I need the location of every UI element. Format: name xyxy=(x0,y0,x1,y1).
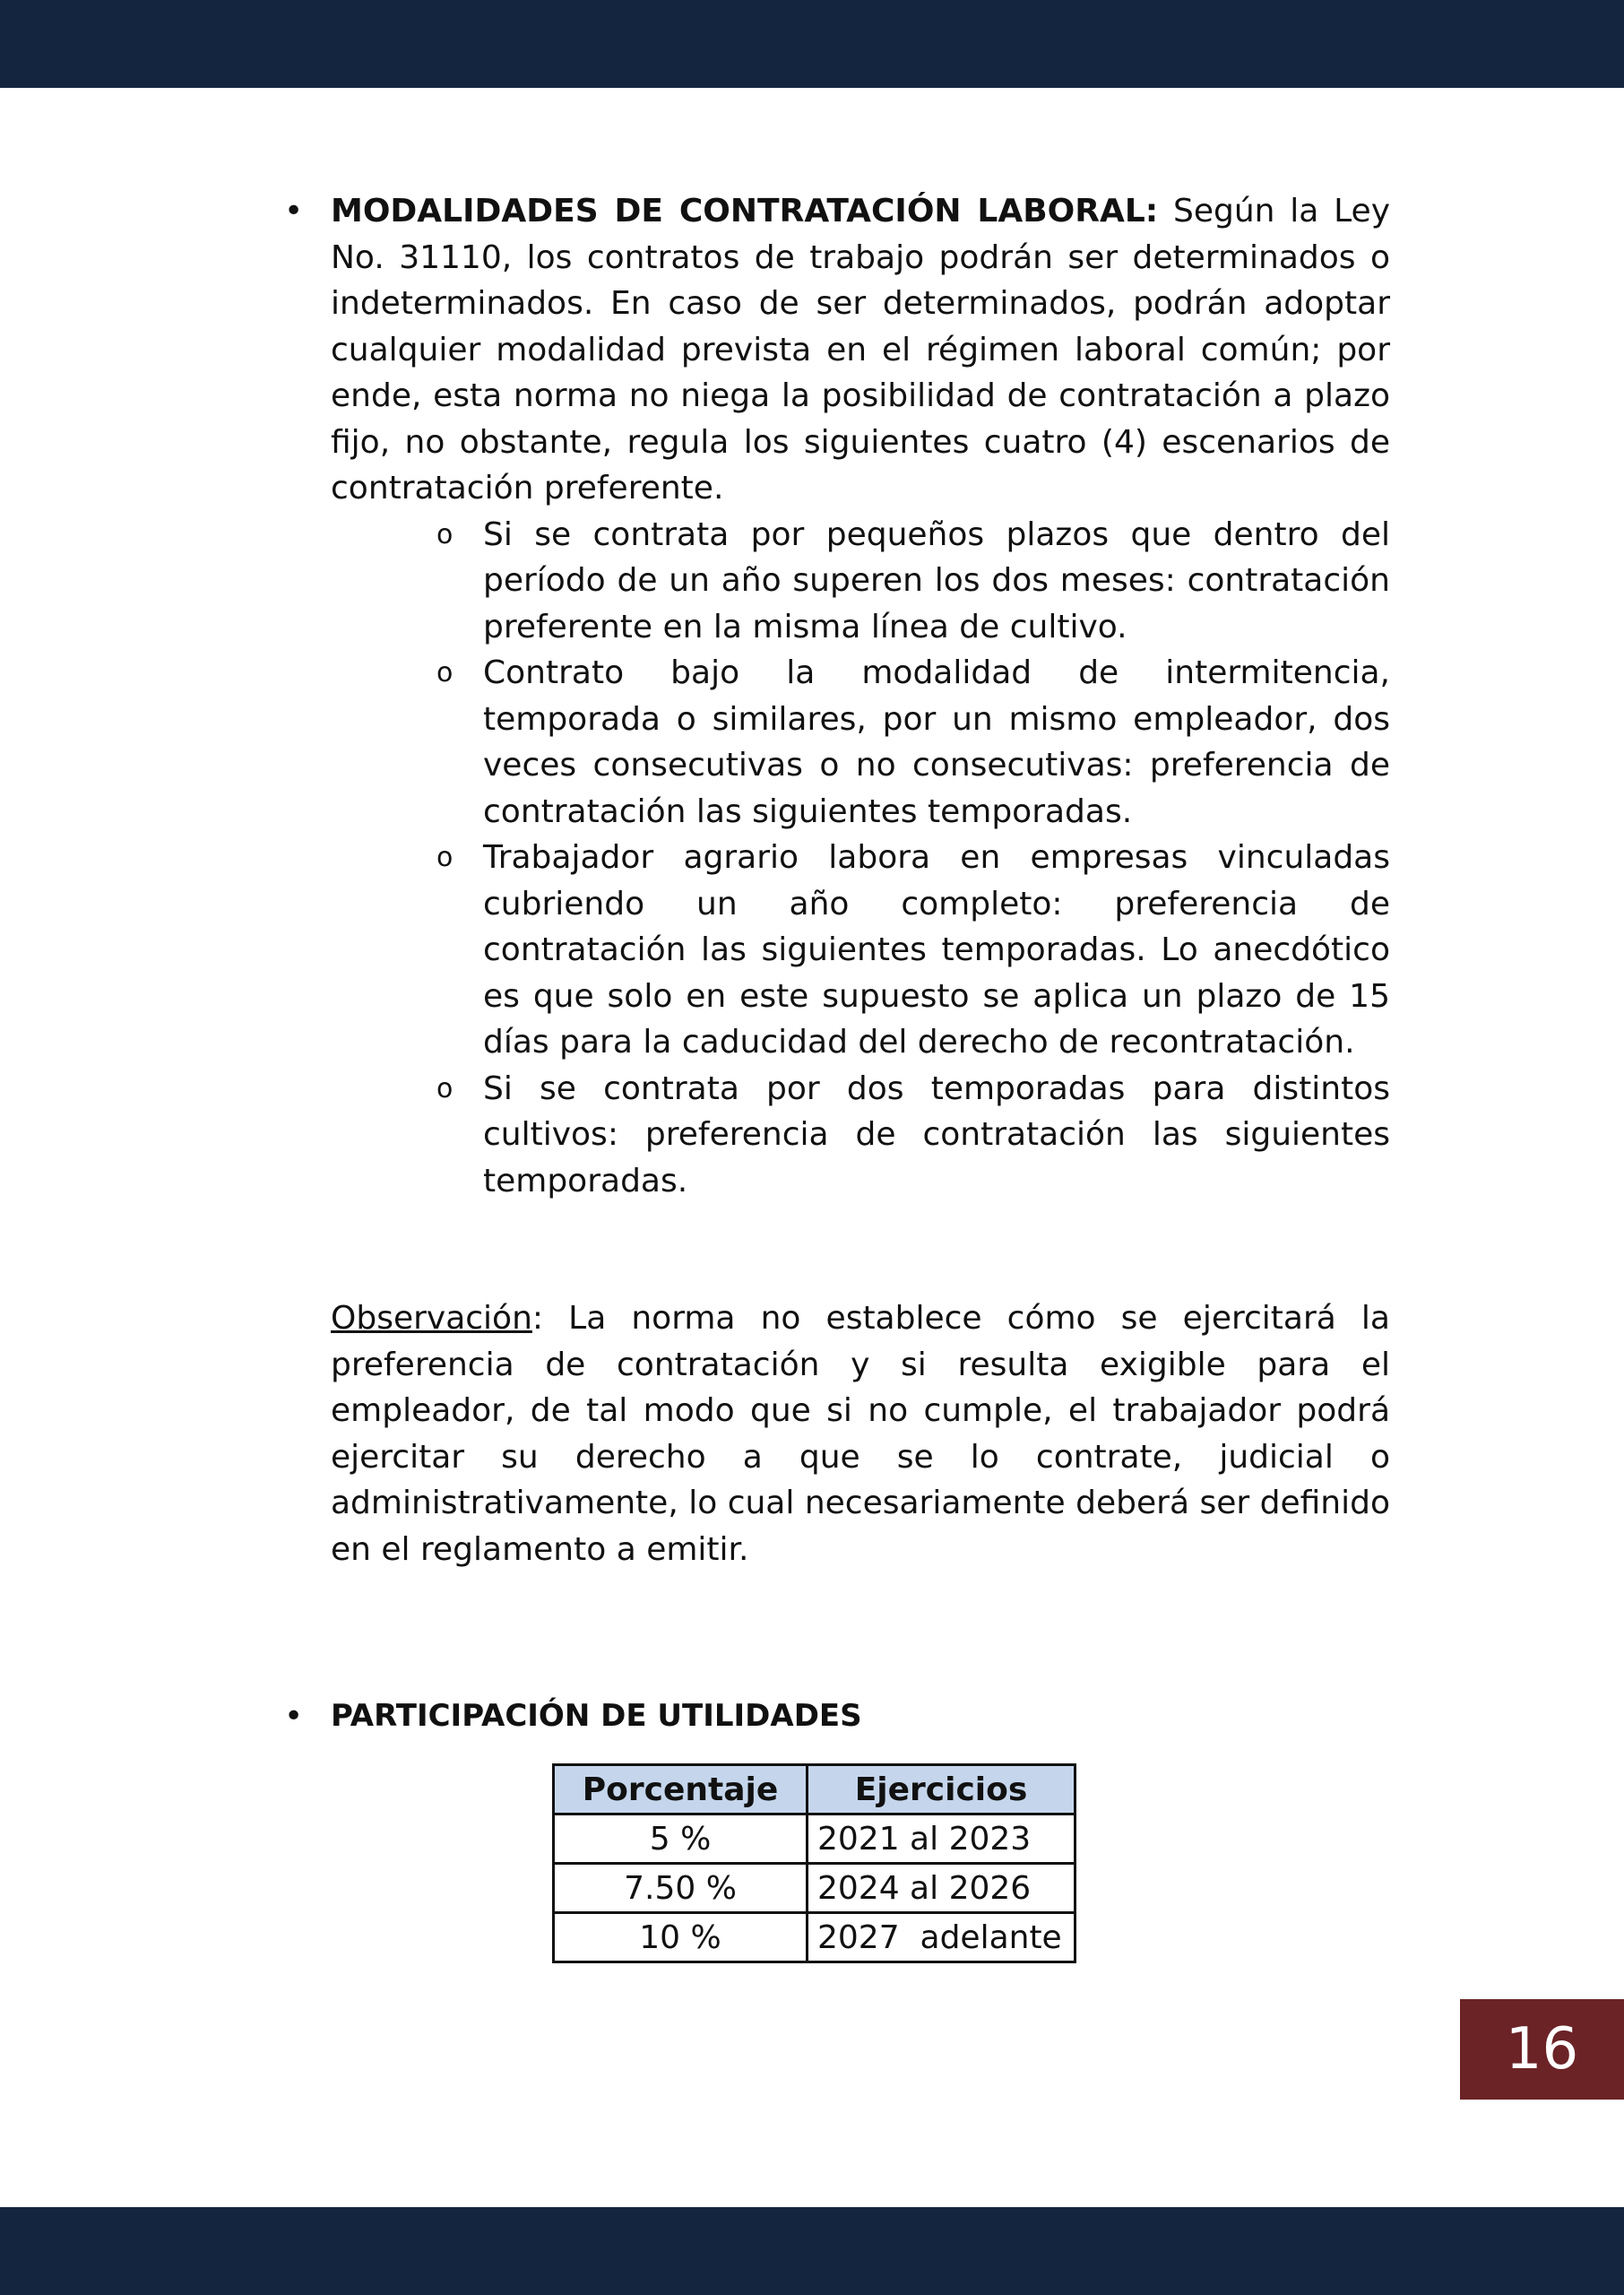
scenario-list xyxy=(436,512,1390,1205)
table-header-row xyxy=(554,1765,1075,1814)
circle-bullet-icon: o xyxy=(436,657,454,688)
utilidades-table xyxy=(552,1763,1076,1963)
table-cell: 7.50 % xyxy=(554,1864,808,1913)
list-item-text: Trabajador agrario labora en empresas vinculadas cubriendo un año completo: preferencia de contratación las siguientes temporadas. Lo anecdótico es que solo en este supuesto se aplica un plazo de 15 días para la caducidad del derecho de recontratación. xyxy=(483,839,1390,1061)
header-band xyxy=(0,0,1624,88)
table-cell: 10 % xyxy=(554,1913,808,1962)
column-header-porcentaje: Porcentaje xyxy=(554,1765,808,1814)
section-utilidades xyxy=(284,1693,1390,1963)
page-content xyxy=(0,188,1624,1963)
section-modalidades-paragraph xyxy=(331,188,1390,512)
column-header-ejercicios: Ejercicios xyxy=(808,1765,1075,1814)
circle-bullet-icon: o xyxy=(436,1072,454,1104)
list-item xyxy=(436,650,1390,835)
table-cell: 5 % xyxy=(554,1814,808,1864)
bullet-icon: • xyxy=(284,193,304,230)
list-item xyxy=(436,512,1390,651)
observation-label: Observación xyxy=(331,1300,532,1337)
page-number-badge: 16 xyxy=(1460,1999,1624,2100)
circle-bullet-icon: o xyxy=(436,842,454,873)
list-item-text: Si se contrata por dos temporadas para distintos cultivos: preferencia de contratación las siguientes temporadas. xyxy=(483,1070,1390,1199)
list-item-text: Si se contrata por pequeños plazos que dentro del período de un año superen los dos meses: contratación preferente en la misma línea de cultivo. xyxy=(483,515,1390,645)
list-item xyxy=(436,1066,1390,1205)
section-utilidades-heading: PARTICIPACIÓN DE UTILIDADES xyxy=(331,1698,862,1734)
list-item xyxy=(436,835,1390,1066)
table-row xyxy=(554,1814,1075,1864)
table-row xyxy=(554,1864,1075,1913)
circle-bullet-icon: o xyxy=(436,518,454,550)
section-modalidades-heading: MODALIDADES DE CONTRATACIÓN LABORAL: xyxy=(331,193,1159,230)
observation-text: : La norma no establece cómo se ejercitará la preferencia de contratación y si resulta exigible para el empleador, de tal modo que si no cumple, el trabajador podrá ejercitar su derecho a que se lo contrate, judicial o administrativamente, lo cual necesariamente deberá ser definido en el reglamento a emitir. xyxy=(331,1300,1390,1568)
bullet-icon: • xyxy=(284,1698,304,1735)
section-modalidades xyxy=(284,188,1391,1204)
table-cell: 2021 al 2023 xyxy=(808,1814,1075,1864)
list-item-text: Contrato bajo la modalidad de intermitencia, temporada o similares, por un mismo empleador, dos veces consecutivas o no consecutivas: preferencia de contratación las siguientes temporadas. xyxy=(483,654,1390,830)
table-row xyxy=(554,1913,1075,1962)
observation-paragraph xyxy=(331,1295,1390,1572)
footer-band xyxy=(0,2207,1624,2295)
table-cell: 2027 adelante xyxy=(808,1913,1075,1962)
table-cell: 2024 al 2026 xyxy=(808,1864,1075,1913)
section-modalidades-intro: Según la Ley No. 31110, los contratos de trabajo podrán ser determinados o indeterminados. En caso de ser determinados, podrán adoptar cualquier modalidad prevista en el régimen laboral común; por ende, esta norma no niega la posibilidad de contratación a plazo fijo, no obstante, regula los siguientes cuatro (4) escenarios de contratación preferente. xyxy=(331,193,1391,507)
